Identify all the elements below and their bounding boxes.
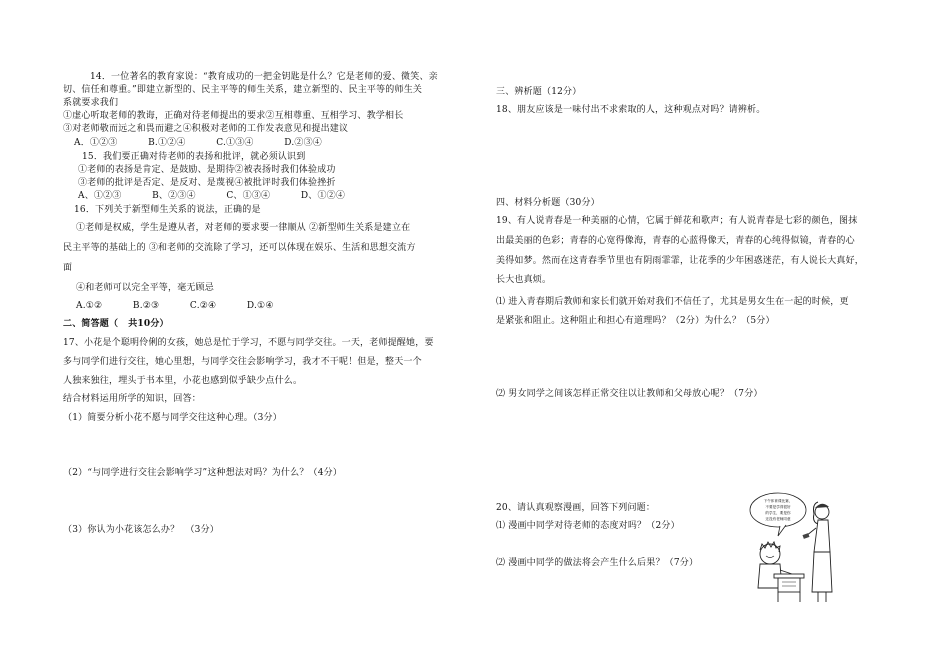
q19-line3: 美得如梦。然而在这青春季节里也有阴雨霏霏，让花季的少年困惑迷茫，有人说长大真好， [496, 256, 865, 266]
q14-line2: 切、信任和尊重。”即建立新型的、民主平等的师生关系，建立新型的、民主平等的师生关 [63, 85, 423, 95]
q17-sub1: （1）简要分析小花不愿与同学交往这种心理。（3分） [63, 413, 282, 423]
q15-line1: 15．我们要正确对待老师的表扬和批评，就必须认识到 [82, 152, 306, 162]
q17-line3: 人独来独往，埋头于书本里，小花也感到似乎缺少点什么。 [63, 376, 303, 386]
q16-line4: 面 [63, 263, 73, 273]
q17-line4: 结合材料运用所学的知识，回答： [63, 394, 202, 404]
q17-sub3: （3）你认为小花该怎么办？ （3分） [63, 525, 219, 535]
desk [774, 574, 804, 602]
section-4-heading: 四、材料分析题（30分） [496, 198, 600, 208]
q19-sub1-line2: 是紧张和阻止。这种阻止和担心有道理吗？（2分）为什么？（5分） [496, 316, 775, 326]
q16-line1: 16．下列关于新型师生关系的说法，正确的是 [74, 205, 261, 215]
speech-line-1: 下午体育课比赛， [763, 499, 793, 503]
q19-line4: 长大也真烦。 [496, 275, 552, 285]
speech-line-4: 还没有老师同意 [765, 517, 791, 521]
q19-sub2: ⑵ 男女同学之间该怎样正常交往以让教师和父母放心呢？（7分） [496, 389, 763, 399]
speech-line-3: 的学生，要是你 [765, 511, 791, 515]
q14-line5: ③对老师敬而远之和畏而避之④积极对老师的工作发表意见和提出建议 [63, 124, 349, 134]
q16-line3: 民主平等的基础上的 ③和老师的交流除了学习，还可以体现在娱乐、生活和思想交流方 [63, 243, 416, 253]
section-2-heading: 二、简答题（ 共10分） [63, 319, 169, 329]
q20-sub1: ⑴ 漫画中同学对待老师的态度对吗？（2分） [496, 521, 680, 531]
q14-line3: 系就要求我们 [63, 98, 119, 108]
q17-line2: 多与同学们进行交往，她心里想，与同学交往会影响学习，我才不干呢！但是，整天一个 [63, 357, 422, 367]
q14-line1: 14．一位著名的教育家说：“教育成功的一把金钥匙是什么？它是老师的爱、微笑、亲 [90, 72, 438, 82]
cartoon-drawing [748, 492, 844, 604]
q17-line1: 17、小花是个聪明伶俐的女孩，她总是忙于学习，不愿与同学交往。一天，老师提醒她，要 [63, 338, 434, 348]
q16-options: A.①② B.②③ C.②④ D.①④ [76, 301, 274, 311]
q19-sub1-line1: ⑴ 进入青春期后教师和家长们就开始对我们不信任了，尤其是男女生在一起的时候，更 [496, 297, 849, 307]
q15-options: A、①②③ B、②③④ C、①③④ D、①②④ [78, 191, 346, 201]
q19-line1: 19、有人说青春是一种美丽的心情，它属于鲜花和歌声；有人说青春是七彩的颜色，图抹 [496, 216, 858, 226]
q20-sub2: ⑵ 漫画中同学的做法将会产生什么后果？（7分） [496, 558, 699, 568]
q15-line2: ①老师的表扬是肯定、是鼓励、是期待②被表扬时我们体验成功 [78, 165, 336, 175]
q14-options: A．①②③ B.①②④ C.①③④ D.②③④ [74, 138, 322, 148]
q14-line4: ①虚心听取老师的教诲，正确对待老师提出的要求②互相尊重、互相学习、教学相长 [63, 111, 404, 121]
speech-line-2: 不要是学得很好 [765, 505, 791, 509]
teacher-figure [802, 502, 832, 602]
q16-line2: ①老师是权威，学生是遵从者，对老师的要求要一律顺从 ②新型师生关系是建立在 [76, 223, 411, 233]
cartoon-illustration [748, 492, 844, 604]
q20-line1: 20、请认真观察漫画，回答下列问题： [496, 503, 656, 513]
q18-text: 18、朋友应该是一味付出不求索取的人，这种观点对吗？请辨析。 [496, 105, 766, 115]
section-3-heading: 三、辨析题（12分） [496, 87, 582, 97]
q16-line5: ④和老师可以完全平等，毫无顾忌 [76, 283, 215, 293]
q19-line2: 出最美丽的色彩；青春的心宽得像海，青春的心蓝得像天，青春的心纯得似镜，青春的心 [496, 236, 855, 246]
q15-line3: ③老师的批评是否定、是反对、是蔑视④被批评时我们体验挫折 [78, 178, 336, 188]
q17-sub2: （2）“与同学进行交往会影响学习”这种想法对吗？为什么？（4分） [63, 468, 343, 478]
